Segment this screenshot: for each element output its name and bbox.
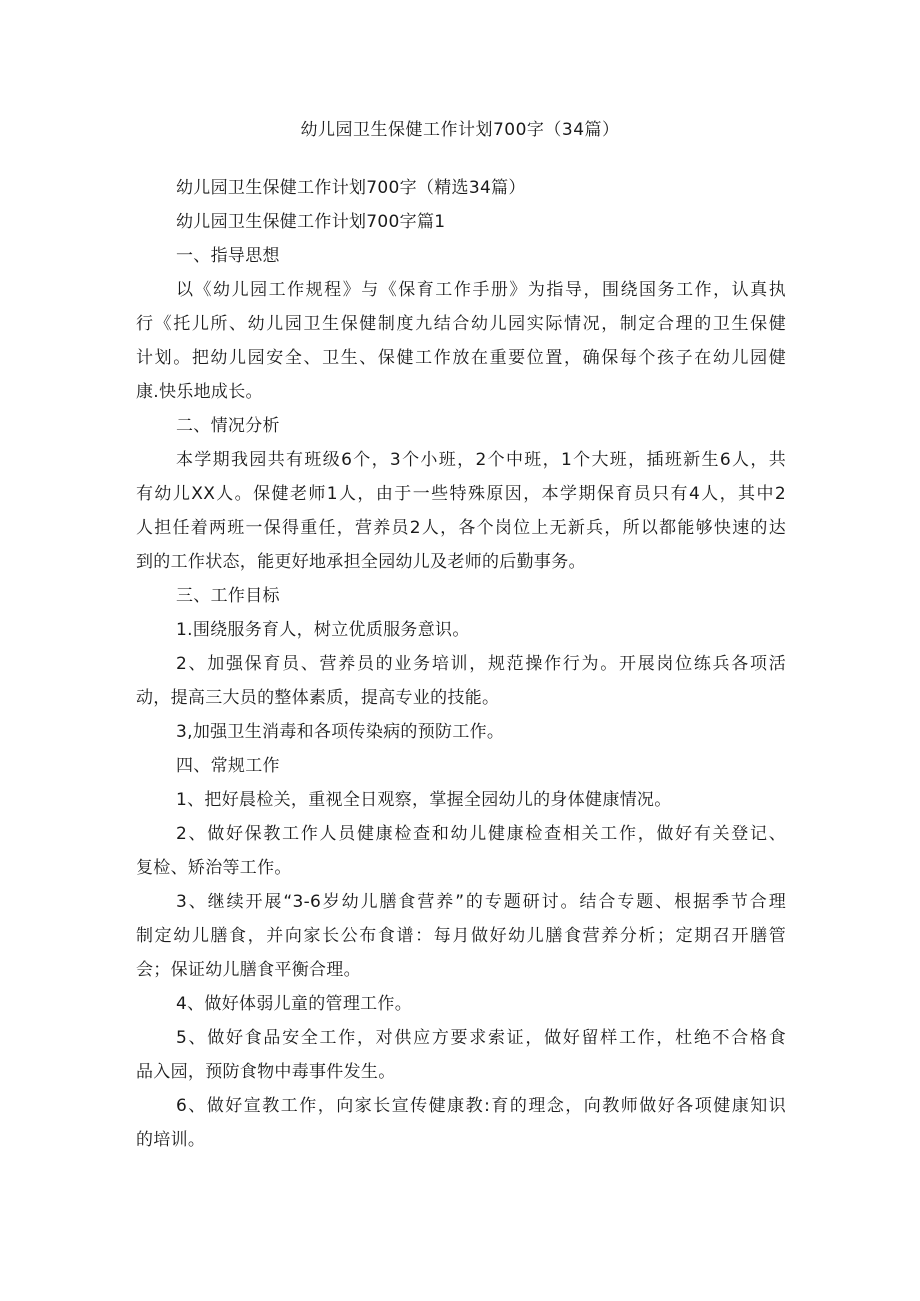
text-line: 2、加强保育员、营养员的业务培训，规范操作行为。开展岗位练兵各项活 — [176, 654, 786, 674]
text-line: 幼儿园卫生保健工作计划700字（精选34篇） — [176, 178, 526, 198]
text-line: 以《幼儿园工作规程》与《保育工作手册》为指导，围绕国务工作，认真执 — [176, 280, 786, 300]
text-line: 行《托儿所、幼儿园卫生保健制度九结合幼儿园实际情况，制定合理的卫生保健 — [136, 314, 786, 334]
text-line: 人担任着两班一保得重任，营养员2人，各个岗位上无新兵，所以都能够快速的达 — [136, 518, 786, 538]
text-line: 制定幼儿膳食，并向家长公布食谱：每月做好幼儿膳食营养分析；定期召开膳管 — [136, 926, 786, 946]
text-line: 品入园，预防食物中毒事件发生。 — [136, 1062, 396, 1082]
text-line: 幼儿园卫生保健工作计划700字篇1 — [176, 212, 446, 232]
document-body — [136, 176, 786, 1162]
text-line: 5、做好食品安全工作，对供应方要求索证，做好留样工作，杜绝不合格食 — [176, 1028, 786, 1048]
text-line: 有幼儿XX人。保健老师1人，由于一些特殊原因，本学期保育员只有4人，其中2 — [136, 484, 786, 504]
text-line: 计划。把幼儿园安全、卫生、保健工作放在重要位置，确保每个孩子在幼儿园健 — [136, 348, 786, 368]
text-line: 四、常规工作 — [176, 756, 280, 776]
text-line: 1、把好晨检关，重视全日观察，掌握全园幼儿的身体健康情况。 — [176, 790, 672, 810]
text-line: 2、做好保教工作人员健康检查和幼儿健康检查相关工作，做好有关登记、 — [176, 824, 786, 844]
text-line: 康.快乐地成长。 — [136, 382, 263, 402]
text-line: 三、工作目标 — [176, 586, 280, 606]
text-line: 的培训。 — [136, 1130, 206, 1150]
text-line: 一、指导思想 — [176, 246, 280, 266]
text-line: 4、做好体弱儿童的管理工作。 — [176, 994, 413, 1014]
text-line: 3,加强卫生消毒和各项传染病的预防工作。 — [176, 722, 505, 742]
text-line: 6、做好宣教工作，向家长宣传健康教:育的理念，向教师做好各项健康知识 — [176, 1096, 786, 1116]
text-line: 会；保证幼儿膳食平衡合理。 — [136, 960, 361, 980]
text-line: 到的工作状态，能更好地承担全园幼儿及老师的后勤事务。 — [136, 552, 586, 572]
text-line: 复检、矫治等工作。 — [136, 858, 292, 878]
text-line: 二、情况分析 — [176, 416, 280, 436]
text-line: 3、继续开展“3-6岁幼儿膳食营养”的专题研讨。结合专题、根据季节合理 — [176, 892, 786, 912]
document-title: 幼儿园卫生保健工作计划700字（34篇） — [300, 120, 620, 140]
text-line: 1.围绕服务育人，树立优质服务意识。 — [176, 620, 470, 640]
text-line: 动，提高三大员的整体素质，提高专业的技能。 — [136, 688, 500, 708]
text-line: 本学期我园共有班级6个，3个小班，2个中班，1个大班，插班新生6人，共 — [176, 450, 786, 470]
